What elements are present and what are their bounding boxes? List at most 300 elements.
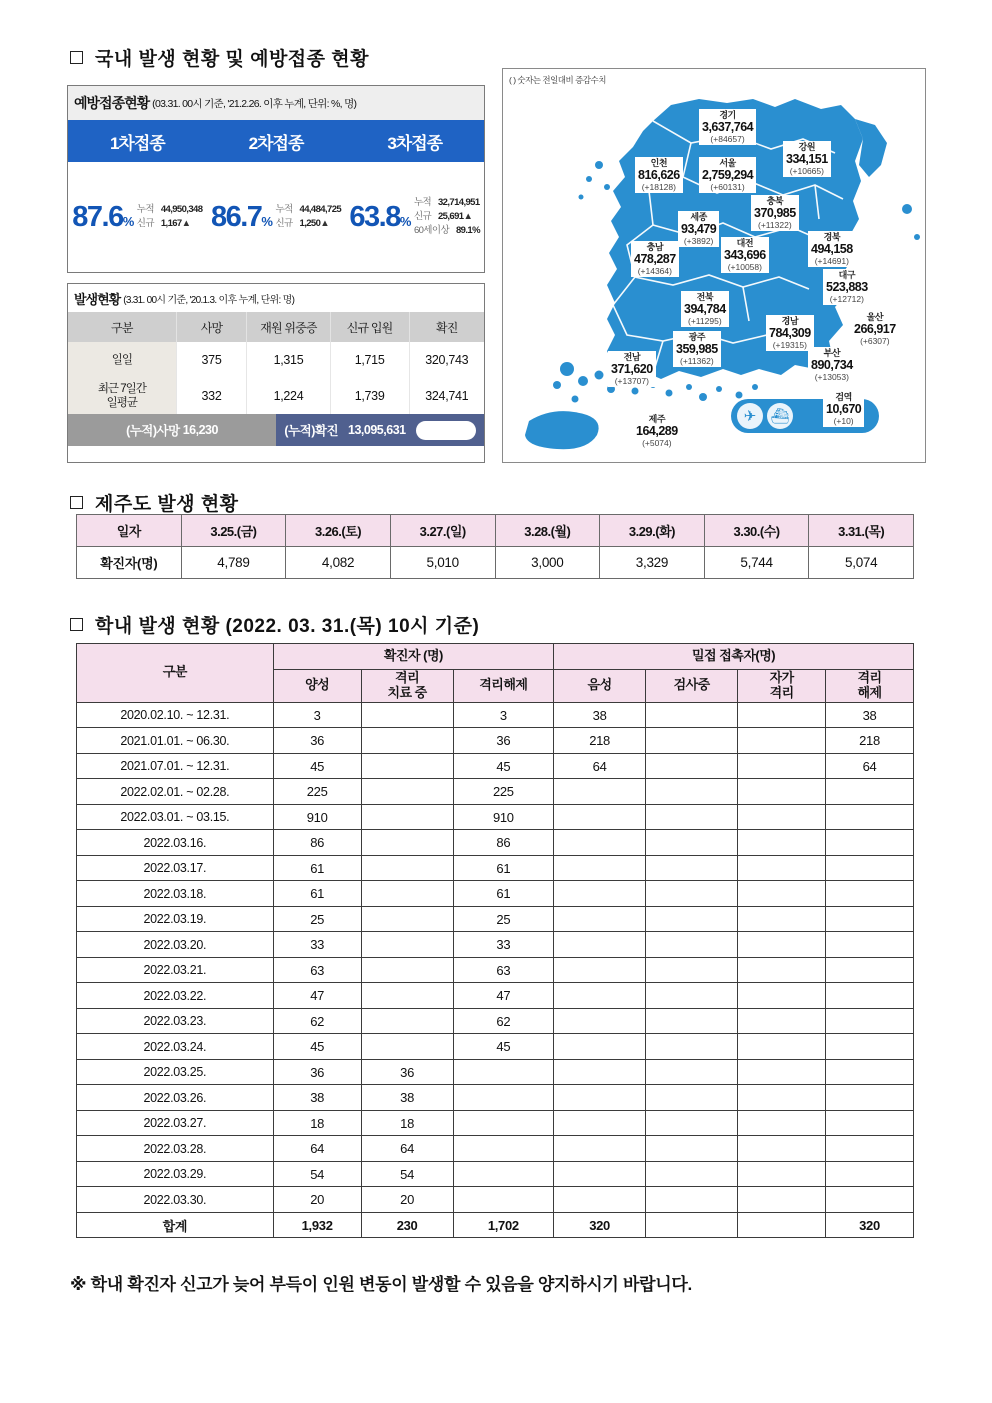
map-region-name: 제주: [648, 414, 666, 424]
school-table-wrapper: [76, 643, 914, 1238]
table-row: [77, 779, 914, 805]
occurrence-subtitle-text: (3.31. 00시 기준, '20.1.3. 이후 누계, 단위: 명): [123, 294, 295, 306]
table-row: [77, 1187, 914, 1213]
map-label-17: [633, 413, 681, 449]
map-label-11: [766, 315, 814, 351]
map-region-value: 10,670: [826, 402, 862, 417]
table-row: [77, 1136, 914, 1162]
school-cell-7-3: [554, 881, 646, 907]
map-label-2: [635, 157, 683, 193]
map-label-1: [783, 141, 831, 177]
dose-3-cumulative-label: 누적: [413, 196, 432, 208]
dose-1-arrow-icon: ▲: [181, 218, 191, 229]
school-row-label-6: 2022.03.17.: [77, 855, 274, 881]
dose-2-percent: 86.7%: [210, 200, 272, 233]
school-cell-7-2: 61: [453, 881, 553, 907]
school-cell-0-1: [361, 702, 453, 728]
school-cell-4-5: [738, 804, 826, 830]
occurrence-col-deaths: 사망: [176, 312, 247, 342]
school-row-label-10: 2022.03.21.: [77, 957, 274, 983]
school-cell-8-1: [361, 906, 453, 932]
school-cell-10-5: [738, 957, 826, 983]
school-cell-9-2: 33: [453, 932, 553, 958]
map-note-text: ( ) 숫자는 전일대비 증감수치: [509, 75, 606, 85]
school-row-label-16: 2022.03.27.: [77, 1110, 274, 1136]
cumulative-deaths-label: (누적)사망: [126, 424, 180, 438]
school-row-label-3: 2022.02.01. ~ 02.28.: [77, 779, 274, 805]
school-cell-3-4: [646, 779, 738, 805]
map-region-delta: (+3892): [683, 235, 714, 246]
cumulative-deaths-value: 16,230: [182, 423, 218, 437]
jeju-col-day-1: 3.25.(금): [181, 515, 286, 547]
school-cell-3-6: [826, 779, 914, 805]
school-group-contacts: 밀접 접촉자(명): [554, 644, 914, 670]
school-row-label-9: 2022.03.20.: [77, 932, 274, 958]
school-cell-3-5: [738, 779, 826, 805]
occurrence-daily-admissions: 1,715: [330, 342, 409, 378]
korea-map-panel: [502, 68, 926, 463]
map-region-delta: (+13707): [614, 375, 649, 386]
map-label-13: [673, 331, 721, 367]
school-cell-15-1: 38: [361, 1085, 453, 1111]
school-cell-4-6: [826, 804, 914, 830]
table-row: [77, 957, 914, 983]
school-cell-8-3: [554, 906, 646, 932]
vaccination-panel: [67, 85, 485, 273]
school-total-cell-2: 1,702: [453, 1212, 553, 1238]
school-cell-7-5: [738, 881, 826, 907]
table-row: [77, 1034, 914, 1060]
occurrence-daily-deaths: 375: [176, 342, 247, 378]
school-cell-4-2: 910: [453, 804, 553, 830]
dose-2-new-value: 1,250: [299, 218, 321, 229]
school-row-label-7: 2022.03.18.: [77, 881, 274, 907]
school-row-label-18: 2022.03.29.: [77, 1161, 274, 1187]
school-cell-11-3: [554, 983, 646, 1009]
map-region-delta: (+11322): [758, 219, 792, 230]
vaccination-subtitle-text: (03.31. 00시 기준, '21.2.26. 이후 누계, 단위: %, 명): [152, 97, 357, 110]
table-row: [77, 983, 914, 1009]
school-cell-19-6: [826, 1187, 914, 1213]
jeju-value-6: 5,074: [809, 547, 914, 579]
school-cell-6-0: 61: [273, 855, 361, 881]
school-cell-8-0: 25: [273, 906, 361, 932]
map-region-delta: (+10058): [727, 261, 762, 272]
map-region-name: 충북: [766, 196, 784, 206]
table-row: [77, 855, 914, 881]
school-cell-13-5: [738, 1034, 826, 1060]
school-subcol-4: 검사중: [646, 670, 738, 703]
table-row: [77, 881, 914, 907]
dose-header-1: 1차접종: [109, 133, 165, 153]
occurrence-title-text: 발생현황: [74, 291, 121, 307]
map-region-delta: (+14691): [814, 255, 849, 266]
school-cell-11-4: [646, 983, 738, 1009]
school-cell-1-1: [361, 728, 453, 754]
school-cell-9-6: [826, 932, 914, 958]
school-cell-2-2: 45: [453, 753, 553, 779]
section-title-domestic: 국내 발생 현황 및 예방접종 현황: [95, 49, 369, 70]
map-region-delta: (+10): [833, 415, 854, 426]
school-cell-10-3: [554, 957, 646, 983]
jeju-value-5: 5,744: [704, 547, 809, 579]
school-cell-17-3: [554, 1136, 646, 1162]
school-cell-11-6: [826, 983, 914, 1009]
table-row: [77, 753, 914, 779]
vaccination-stats-row: [68, 162, 484, 272]
map-region-value: 394,784: [684, 302, 726, 317]
jeju-value-3: 3,000: [495, 547, 600, 579]
school-total-cell-1: 230: [361, 1212, 453, 1238]
map-region-name: 검역: [835, 392, 852, 402]
school-cell-4-4: [646, 804, 738, 830]
map-label-14: [808, 347, 856, 383]
school-row-label-13: 2022.03.24.: [77, 1034, 274, 1060]
map-label-0: [699, 109, 756, 145]
occurrence-col-division: 구분: [68, 312, 176, 342]
school-cell-7-0: 61: [273, 881, 361, 907]
map-region-delta: (+10665): [789, 165, 824, 176]
map-region-delta: (+11295): [688, 315, 722, 326]
vaccination-title-text: 예방접종현황: [74, 95, 150, 111]
dose-2-cumulative-label: 누적: [275, 203, 293, 215]
school-cell-2-3: 64: [554, 753, 646, 779]
school-cell-18-3: [554, 1161, 646, 1187]
school-row-label-5: 2022.03.16.: [77, 830, 274, 856]
table-row: [68, 342, 484, 378]
map-region-delta: (+11362): [680, 355, 714, 366]
school-cell-6-5: [738, 855, 826, 881]
school-cell-6-6: [826, 855, 914, 881]
school-cell-17-0: 64: [273, 1136, 361, 1162]
school-row-label-0: 2020.02.10. ~ 12.31.: [77, 702, 274, 728]
jeju-col-day-3: 3.27.(일): [390, 515, 495, 547]
school-cell-5-1: [361, 830, 453, 856]
school-cell-15-2: [453, 1085, 553, 1111]
school-cell-17-1: 64: [361, 1136, 453, 1162]
school-cell-1-4: [646, 728, 738, 754]
dose-3-percent: 63.8%: [349, 200, 410, 233]
jeju-value-0: 4,789: [181, 547, 286, 579]
school-cell-17-2: [453, 1136, 553, 1162]
map-region-value: 371,620: [611, 362, 653, 377]
school-row-label-2: 2021.07.01. ~ 12.31.: [77, 753, 274, 779]
map-region-name: 전남: [623, 352, 641, 362]
map-label-10: [681, 291, 729, 327]
map-region-name: 충남: [646, 242, 664, 252]
ship-icon: ⛴: [767, 403, 793, 429]
dose-3-cumulative-value: 32,714,951: [437, 196, 480, 208]
school-cell-9-4: [646, 932, 738, 958]
school-group-confirmed: 확진자 (명): [273, 644, 553, 670]
school-cell-18-1: 54: [361, 1161, 453, 1187]
map-region-name: 강원: [798, 142, 816, 152]
occurrence-footer-bar: [68, 414, 484, 446]
section-title-jeju: 제주도 발생 현황: [95, 494, 239, 515]
school-cell-5-0: 86: [273, 830, 361, 856]
school-cell-12-5: [738, 1008, 826, 1034]
school-cell-14-6: [826, 1059, 914, 1085]
map-region-name: 경북: [823, 232, 841, 242]
dose-2-arrow-icon: ▲: [320, 218, 330, 229]
school-cell-14-1: 36: [361, 1059, 453, 1085]
map-label-5: [678, 211, 719, 247]
school-row-label-8: 2022.03.19.: [77, 906, 274, 932]
map-label-6: [808, 231, 856, 267]
school-cell-18-6: [826, 1161, 914, 1187]
school-cell-3-0: 225: [273, 779, 361, 805]
school-cell-9-1: [361, 932, 453, 958]
map-region-name: 광주: [688, 332, 706, 342]
occurrence-weekly-critical: 1,224: [247, 378, 330, 414]
school-cell-9-0: 33: [273, 932, 361, 958]
school-total-cell-0: 1,932: [273, 1212, 361, 1238]
map-region-delta: (+5074): [642, 437, 672, 448]
school-cell-15-4: [646, 1085, 738, 1111]
school-cell-11-5: [738, 983, 826, 1009]
school-cell-15-3: [554, 1085, 646, 1111]
school-row-label-19: 2022.03.30.: [77, 1187, 274, 1213]
school-cell-9-3: [554, 932, 646, 958]
vaccination-dose-header-bar: [68, 120, 484, 162]
table-row: [77, 1008, 914, 1034]
map-region-name: 울산: [866, 312, 884, 322]
school-cell-14-0: 36: [273, 1059, 361, 1085]
map-label-8: [721, 237, 769, 273]
school-cell-11-1: [361, 983, 453, 1009]
school-cell-13-0: 45: [273, 1034, 361, 1060]
school-subcol-5: 자가 격리: [738, 670, 826, 703]
checkbox-icon: [70, 51, 83, 64]
map-region-delta: (+18128): [641, 181, 676, 192]
school-cell-10-4: [646, 957, 738, 983]
school-cell-16-2: [453, 1110, 553, 1136]
occurrence-col-new-admissions: 신규 입원: [330, 312, 409, 342]
airplane-icon: ✈: [737, 403, 763, 429]
school-cell-8-6: [826, 906, 914, 932]
map-region-delta: (+60131): [710, 181, 745, 192]
occurrence-weekly-deaths: 332: [176, 378, 247, 414]
table-row: [77, 1085, 914, 1111]
school-total-cell-3: 320: [554, 1212, 646, 1238]
occurrence-row-label-weekly: [68, 378, 176, 414]
checkbox-icon: [70, 496, 83, 509]
school-cell-14-4: [646, 1059, 738, 1085]
table-row: [77, 906, 914, 932]
table-row: [77, 728, 914, 754]
school-cell-18-2: [453, 1161, 553, 1187]
school-cell-18-4: [646, 1161, 738, 1187]
map-label-9: [823, 269, 871, 305]
school-cell-18-5: [738, 1161, 826, 1187]
school-cell-6-1: [361, 855, 453, 881]
school-cell-4-0: 910: [273, 804, 361, 830]
map-label-15: [608, 351, 656, 387]
school-cell-2-4: [646, 753, 738, 779]
map-region-delta: (+19315): [772, 339, 807, 350]
map-region-value: 370,985: [754, 206, 796, 221]
map-region-value: 343,696: [724, 248, 766, 263]
map-region-value: 93,479: [681, 222, 717, 237]
school-total-label: 합계: [77, 1212, 274, 1238]
dose-3-stats: [345, 162, 484, 272]
table-row: [68, 378, 484, 414]
dose-1-percent: 87.6%: [72, 200, 133, 233]
school-row-label-12: 2022.03.23.: [77, 1008, 274, 1034]
dose-1-percent-unit: %: [122, 213, 133, 229]
school-cell-0-6: 38: [826, 702, 914, 728]
map-region-delta: (+13053): [814, 371, 849, 382]
school-cell-7-4: [646, 881, 738, 907]
map-label-3: [699, 157, 756, 193]
dose-2-stats: [207, 162, 346, 272]
map-region-name: 서울: [719, 158, 736, 168]
school-cell-2-1: [361, 753, 453, 779]
occurrence-weekly-admissions: 1,739: [330, 378, 409, 414]
school-cell-1-5: [738, 728, 826, 754]
school-cell-2-6: 64: [826, 753, 914, 779]
school-cell-15-5: [738, 1085, 826, 1111]
table-row: [77, 702, 914, 728]
map-label-7: [631, 241, 679, 277]
occurrence-panel-title: [68, 284, 484, 312]
map-label-4: [751, 195, 799, 231]
jeju-header-row: [77, 515, 914, 547]
map-region-name: 대전: [736, 238, 754, 248]
school-cell-17-5: [738, 1136, 826, 1162]
school-col-division: 구분: [77, 644, 274, 703]
school-cell-15-0: 38: [273, 1085, 361, 1111]
school-cell-0-5: [738, 702, 826, 728]
school-subcol-2: 격리해제: [453, 670, 553, 703]
jeju-status-table: [76, 514, 914, 579]
table-row: [77, 1110, 914, 1136]
school-cell-12-4: [646, 1008, 738, 1034]
school-cell-3-2: 225: [453, 779, 553, 805]
occurrence-col-critical: 재원 위중증: [247, 312, 330, 342]
dose-1-cumulative-label: 누적: [136, 203, 154, 215]
map-region-name: 세종: [690, 212, 707, 222]
school-cell-1-2: 36: [453, 728, 553, 754]
school-cell-5-4: [646, 830, 738, 856]
school-status-table: [76, 643, 914, 1238]
map-region-delta: (+6307): [860, 335, 890, 346]
school-cell-11-0: 47: [273, 983, 361, 1009]
school-cell-12-6: [826, 1008, 914, 1034]
table-row: [77, 1161, 914, 1187]
dose-header-2: 2차접종: [248, 133, 304, 153]
jeju-value-4: 3,329: [600, 547, 705, 579]
school-cell-2-5: [738, 753, 826, 779]
school-cell-19-2: [453, 1187, 553, 1213]
occurrence-col-confirmed: 확진: [409, 312, 484, 342]
dose-1-new-label: 신규: [136, 218, 154, 229]
occurrence-weekly-confirmed: 324,741: [409, 378, 484, 414]
cumulative-cases-label: (누적)확진: [284, 424, 339, 438]
jeju-col-day-4: 3.28.(월): [495, 515, 600, 547]
school-cell-0-4: [646, 702, 738, 728]
map-region-value: 784,309: [769, 326, 811, 341]
school-cell-14-5: [738, 1059, 826, 1085]
map-region-value: 523,883: [826, 280, 868, 295]
dose-3-over60-value: 89.1%: [455, 225, 480, 237]
weekly-label-line1: 최근 7일간: [97, 382, 146, 395]
occurrence-header-row: [68, 312, 484, 342]
school-cell-6-2: 61: [453, 855, 553, 881]
map-region-value: 890,734: [811, 358, 853, 373]
school-total-cell-5: [738, 1212, 826, 1238]
school-cell-10-2: 63: [453, 957, 553, 983]
section-heading-jeju: [70, 489, 239, 516]
weekly-label-line2: 일평균: [106, 397, 137, 409]
cumulative-cases-value: 13,095,631: [348, 423, 406, 437]
jeju-row-label: 확진자(명): [77, 547, 182, 579]
map-region-delta: (+12712): [829, 293, 864, 304]
dose-3-new-label: 신규: [413, 210, 432, 222]
school-cell-13-4: [646, 1034, 738, 1060]
school-cell-5-2: 86: [453, 830, 553, 856]
school-cell-6-3: [554, 855, 646, 881]
dose-1-new-value: 1,167: [160, 218, 182, 229]
school-cell-5-3: [554, 830, 646, 856]
map-region-delta: (+84657): [710, 133, 745, 144]
school-row-label-17: 2022.03.28.: [77, 1136, 274, 1162]
map-region-value: 359,985: [676, 342, 718, 357]
school-cell-2-0: 45: [273, 753, 361, 779]
school-cell-13-1: [361, 1034, 453, 1060]
occurrence-daily-critical: 1,315: [247, 342, 330, 378]
map-region-name: 부산: [823, 348, 841, 358]
school-cell-4-3: [554, 804, 646, 830]
school-cell-10-6: [826, 957, 914, 983]
school-cell-13-6: [826, 1034, 914, 1060]
map-region-delta: (+14364): [637, 265, 672, 276]
school-cell-10-1: [361, 957, 453, 983]
school-cell-19-5: [738, 1187, 826, 1213]
dose-3-new-value: 25,691: [437, 210, 464, 222]
school-cell-10-0: 63: [273, 957, 361, 983]
school-total-row: [77, 1212, 914, 1238]
school-cell-5-6: [826, 830, 914, 856]
school-cell-7-1: [361, 881, 453, 907]
map-region-name: 전북: [696, 292, 714, 302]
map-region-name: 대구: [838, 270, 856, 280]
dose-header-3: 3차접종: [387, 133, 443, 153]
occurrence-daily-confirmed: 320,743: [409, 342, 484, 378]
school-row-label-14: 2022.03.25.: [77, 1059, 274, 1085]
school-cell-12-1: [361, 1008, 453, 1034]
jeju-col-day-7: 3.31.(목): [809, 515, 914, 547]
school-cell-17-6: [826, 1136, 914, 1162]
dose-1-cumulative-value: 44,950,348: [160, 203, 203, 215]
school-cell-16-5: [738, 1110, 826, 1136]
school-subcol-3: 음성: [554, 670, 646, 703]
school-subcol-1: 격리 치료 중: [361, 670, 453, 703]
school-total-cell-6: 320: [826, 1212, 914, 1238]
vaccination-panel-title: [68, 86, 484, 120]
school-cell-19-3: [554, 1187, 646, 1213]
map-region-value: 3,637,764: [702, 120, 754, 135]
dose-3-over60-label: 60세이상: [413, 225, 450, 237]
dose-1-detail: [137, 203, 203, 232]
school-cell-8-2: 25: [453, 906, 553, 932]
school-cell-19-4: [646, 1187, 738, 1213]
school-cell-13-3: [554, 1034, 646, 1060]
section-heading-domestic: [70, 44, 369, 71]
school-cell-14-2: [453, 1059, 553, 1085]
jeju-col-day-5: 3.29.(화): [600, 515, 705, 547]
school-cell-8-5: [738, 906, 826, 932]
